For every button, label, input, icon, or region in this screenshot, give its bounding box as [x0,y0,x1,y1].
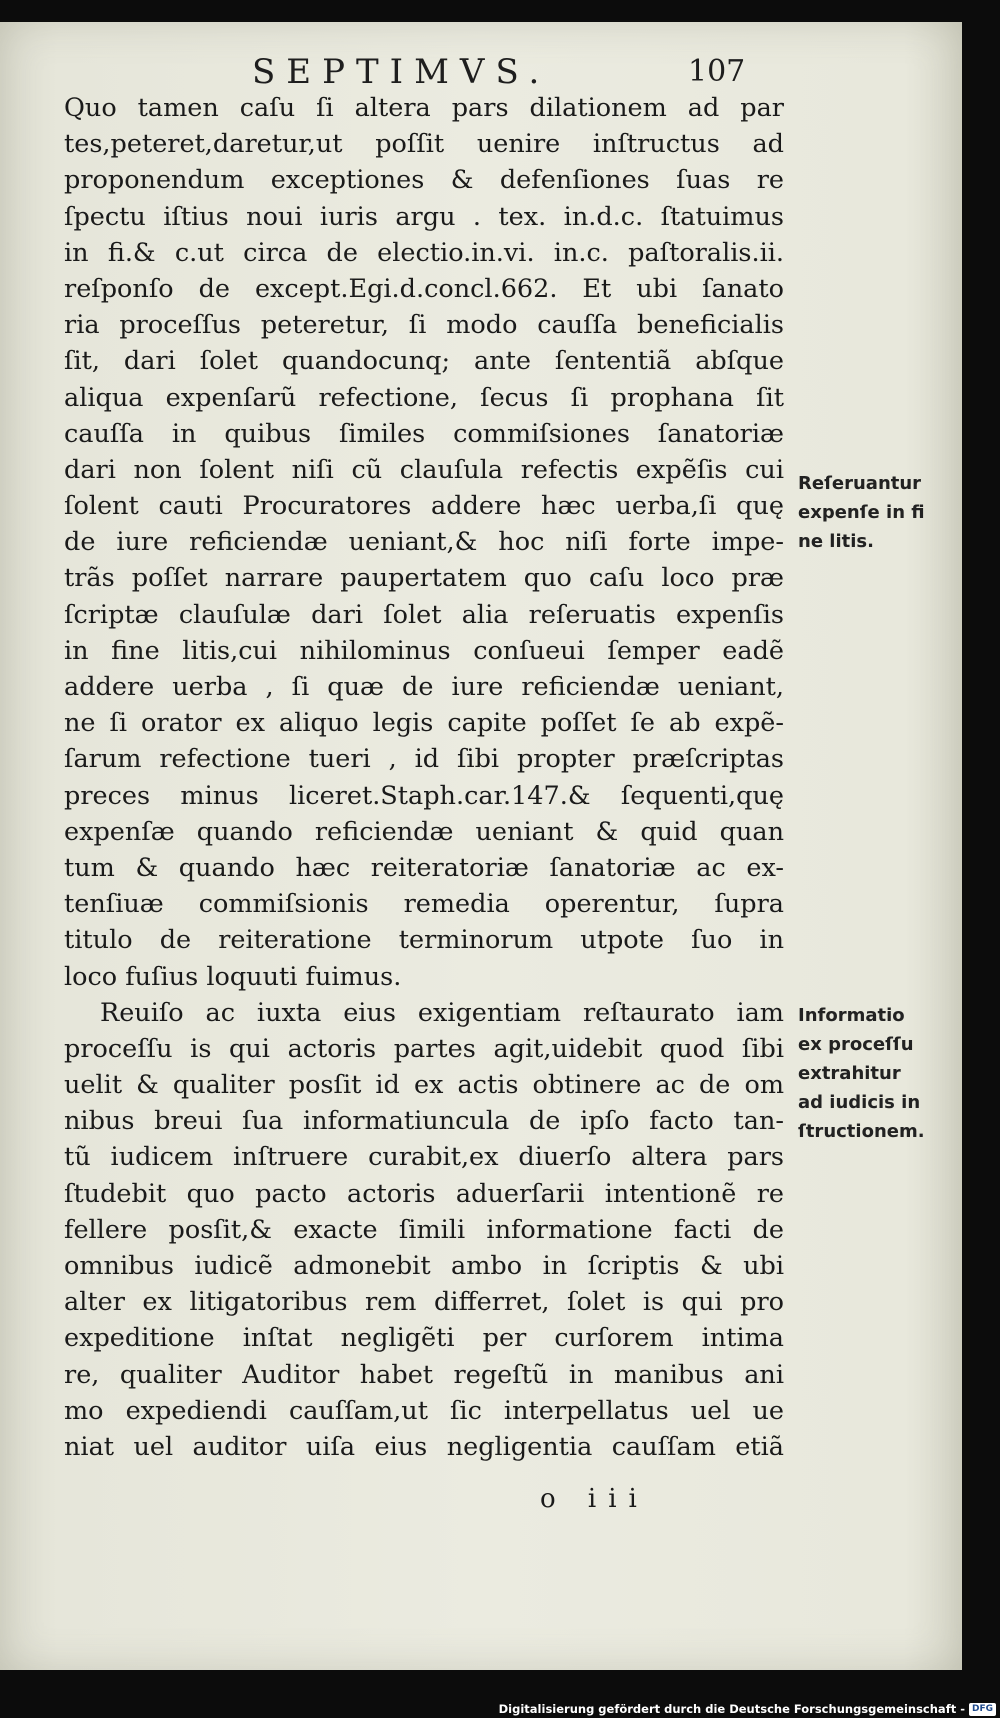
text-line: in fi.& c.ut circa de electio.in.vi. in.c. paſtoralis.ii. [64,237,784,268]
text-line: alter ex litigatoribus rem differret, ſolet is qui pro [64,1287,784,1318]
text-line: tum & quando hæc reiteratoriæ ſanatoriæ ac ex- [64,852,784,883]
margin-note [798,1001,958,1146]
margin-note-line: expenſe in fi [798,502,925,523]
text-line: reſponſo de except.Egi.d.concl.662. Et ubi ſanato [64,273,784,304]
text-line: ſpectu iſtius noui iuris argu . tex. in.d.c. ſtatuimus [64,201,784,232]
text-line: ſcriptæ clauſulæ dari ſolet alia reſeruatis expenſis [64,599,784,630]
book-page [0,22,962,1670]
text-line: cauſſa in quibus ſimiles commiſsiones ſanatoriæ [64,418,784,449]
text-line: fellere posſit,& exacte ſimili informatione facti de [64,1214,784,1245]
text-line: expeditione inſtat negligẽti per curſorem intima [64,1323,784,1354]
text-line: omnibus iudicẽ admonebit ambo in ſcriptis & ubi [64,1251,784,1281]
text-line: ſolent cauti Procuratores addere hæc uerba,ſi quę [64,491,784,522]
margin-note-line: Reſeruantur [798,473,922,494]
text-line: expenſæ quando reficiendæ ueniant & quid quan [64,816,784,847]
signature-mark: o iii [540,1484,649,1514]
text-line: proceſſu is qui actoris partes agit,uidebit quod ſibi [64,1033,784,1064]
text-line: titulo de reiteratione terminorum utpote ſuo in [64,925,784,956]
text-line: Quo tamen caſu ſi altera pars dilationem ad par [64,93,784,123]
running-title: SEPTIMVS. [252,52,551,92]
text-line: mo expediendi cauſſam,ut ſic interpellatus uel ue [64,1395,784,1426]
text-line: ſtudebit quo pacto actoris aduerſarii intentionẽ re [64,1178,784,1209]
text-line: dari non ſolent niſi cũ clauſula refectis expẽſis cui [64,454,784,485]
text-line: re, qualiter Auditor habet regeſtũ in manibus ani [64,1359,784,1390]
text-line: ne ſi orator ex aliquo legis capite poſſet ſe ab expẽ- [64,708,784,739]
text-line: loco fuſius loquuti fuimus. [64,961,402,992]
text-line: preces minus liceret.Staph.car.147.& ſequenti,quę [64,780,784,811]
text-line: nibus breui ſua informatiuncula de ipſo facto tan- [64,1106,784,1137]
dfg-logo-icon: DFG [969,1703,996,1716]
text-line: trãs poſſet narrare paupertatem quo caſu loco præ [64,563,784,594]
text-line: ria proceſſus peteretur, ſi modo cauſſa beneficialis [64,310,784,341]
text-line: proponendum exceptiones & defenſiones ſuas re [64,165,784,196]
margin-note-line: ſtructionem. [798,1121,925,1142]
page-number: 107 [688,54,746,89]
margin-note-line: ex proceſſu [798,1034,914,1055]
text-line: tenſiuæ commiſsionis remedia operentur, ſupra [64,889,784,920]
text-line: addere uerba , ſi quæ de iure reficiendæ ueniant, [64,672,784,702]
digitization-credit [499,1702,996,1716]
text-line: in fine litis,cui nihilominus conſueui ſemper eadẽ [64,635,784,666]
credit-text: Digitalisierung gefördert durch die Deutsche Forschungsgemeinschaft - [498,1702,965,1716]
margin-note-line: Informatio [798,1005,905,1026]
margin-note-line: extrahitur [798,1063,901,1084]
text-line: aliqua expenſarũ refectione, ſecus ſi prophana ſit [64,382,784,413]
margin-note-line: ne litis. [798,531,874,552]
margin-note-line: ad iudicis in [798,1092,921,1113]
text-line: tes,peteret,daretur,ut poſſit uenire inſtructus ad [64,129,784,160]
text-line: Reuiſo ac iuxta eius exigentiam reſtaurato iam [100,997,784,1028]
text-line: ſit, dari ſolet quandocunq; ante ſententiã abſque [64,346,784,377]
body-text [64,90,784,1465]
text-line: niat uel auditor uiſa eius negligentia cauſſam etiã [64,1431,784,1462]
text-line: ſarum refectione tueri , id ſibi propter præſcriptas [64,744,784,775]
text-line: uelit & qualiter posſit id ex actis obtinere ac de om [64,1070,784,1101]
text-line: tũ iudicem inſtruere curabit,ex diuerſo altera pars [64,1142,784,1173]
text-line: de iure reficiendæ ueniant,& hoc niſi forte impe- [64,527,784,558]
margin-note [798,469,958,556]
